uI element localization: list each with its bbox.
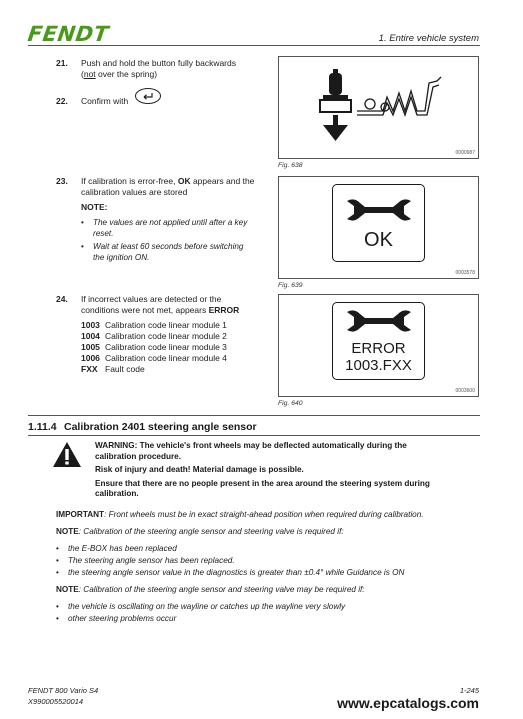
step-23: 23. If calibration is error-free, OK appears and the calibration values are stored [56, 176, 255, 197]
error-code-row: 1004 Calibration code linear module 2 [81, 331, 227, 341]
section-title: Calibration 2401 steering angle sensor [64, 421, 257, 433]
note-label: NOTE [56, 527, 79, 536]
note-label: NOTE [56, 585, 79, 594]
important-label: IMPORTANT [56, 510, 105, 519]
figure-id: 0003600 [455, 388, 475, 394]
note-required-paragraph: NOTE: Calibration of the steering angle sensor and steering valve is required if: [56, 527, 344, 536]
fendt-logo: FENDT [26, 22, 111, 46]
step-text: Confirm with [81, 96, 129, 106]
list-item: • the steering angle sensor value in the diagnostics is greater than ±0.4° while Guidance is ON [68, 567, 488, 578]
error-code-row: 1003 Calibration code linear module 1 [81, 320, 227, 330]
figure-id: 0003578 [455, 270, 475, 276]
page-number: 1-245 [459, 686, 479, 695]
underlined-word: not [83, 69, 96, 79]
website-watermark: www.epcatalogs.com [337, 695, 479, 711]
step-24: 24. If incorrect values are detected or the conditions were not met, appears ERROR [56, 294, 240, 315]
error-code-list [81, 320, 281, 375]
important-paragraph: IMPORTANT: Front wheels must be in exact straight-ahead position when required during calibration. [56, 510, 424, 519]
warning-text: WARNING: The vehicle's front wheels may be deflected automatically during the calibration procedure. Risk of injury and death! Material damage is possible. Ensure that there are no people present in the area around the steering system during calibration. [95, 441, 430, 498]
footer-doc-code: X990005520014 [28, 697, 84, 706]
list-item: • The steering angle sensor has been replaced. [68, 555, 488, 566]
error-code-row: 1006 Calibration code linear module 4 [81, 353, 227, 363]
section-divider-bottom [28, 435, 480, 436]
note-bullet: • The values are not applied until after a key reset. [93, 217, 273, 239]
figure-label: Fig. 640 [278, 400, 303, 407]
figure-id: 0000987 [455, 150, 475, 156]
wrench-icon [343, 197, 415, 223]
error-keyword: ERROR [208, 305, 240, 315]
section-divider [28, 415, 480, 416]
terminal-display [332, 184, 425, 262]
wrench-icon [343, 308, 415, 334]
note-may-paragraph: NOTE: Calibration of the steering angle sensor and steering valve may be required if: [56, 585, 365, 594]
chapter-title: 1. Entire vehicle system [378, 33, 479, 44]
ok-text: OK [364, 228, 393, 251]
step-number: 24. [56, 294, 68, 304]
step-22 [56, 92, 271, 110]
list-item: • other steering problems occur [68, 613, 488, 624]
warning-triangle-icon [52, 441, 82, 468]
header-divider [28, 45, 480, 46]
enter-key-icon [134, 87, 162, 105]
error-code-row: 1005 Calibration code linear module 3 [81, 342, 227, 352]
figure-label: Fig. 639 [278, 282, 303, 289]
terminal-display [332, 302, 425, 380]
figure-640 [278, 294, 479, 397]
error-code-line: 1003.FXX [345, 357, 412, 374]
figure-638 [278, 56, 479, 159]
joystick-backward-icon [309, 63, 469, 153]
footer-model: FENDT 800 Vario S4 [28, 686, 99, 695]
step-number: 23. [56, 176, 68, 186]
step-text: Push and hold the button fully backwards [81, 58, 236, 68]
note-bullet: • Wait at least 60 seconds before switching the ignition ON. [93, 241, 273, 263]
ok-keyword: OK [177, 176, 191, 186]
note-label: NOTE: [81, 202, 108, 212]
error-line: ERROR [351, 340, 406, 357]
error-code-row: FXX Fault code [81, 364, 145, 374]
step-21: 21. Push and hold the button fully backwards (not over the spring) [56, 58, 271, 82]
step-number: 22. [56, 96, 68, 106]
section-number: 1.11.4 [28, 421, 57, 433]
step-number: 21. [56, 58, 68, 68]
list-item: • the E-BOX has been replaced [68, 543, 488, 554]
figure-label: Fig. 638 [278, 162, 303, 169]
figure-639 [278, 176, 479, 279]
list-item: • the vehicle is oscillating on the wayline or catches up the wayline very slowly [68, 601, 488, 612]
